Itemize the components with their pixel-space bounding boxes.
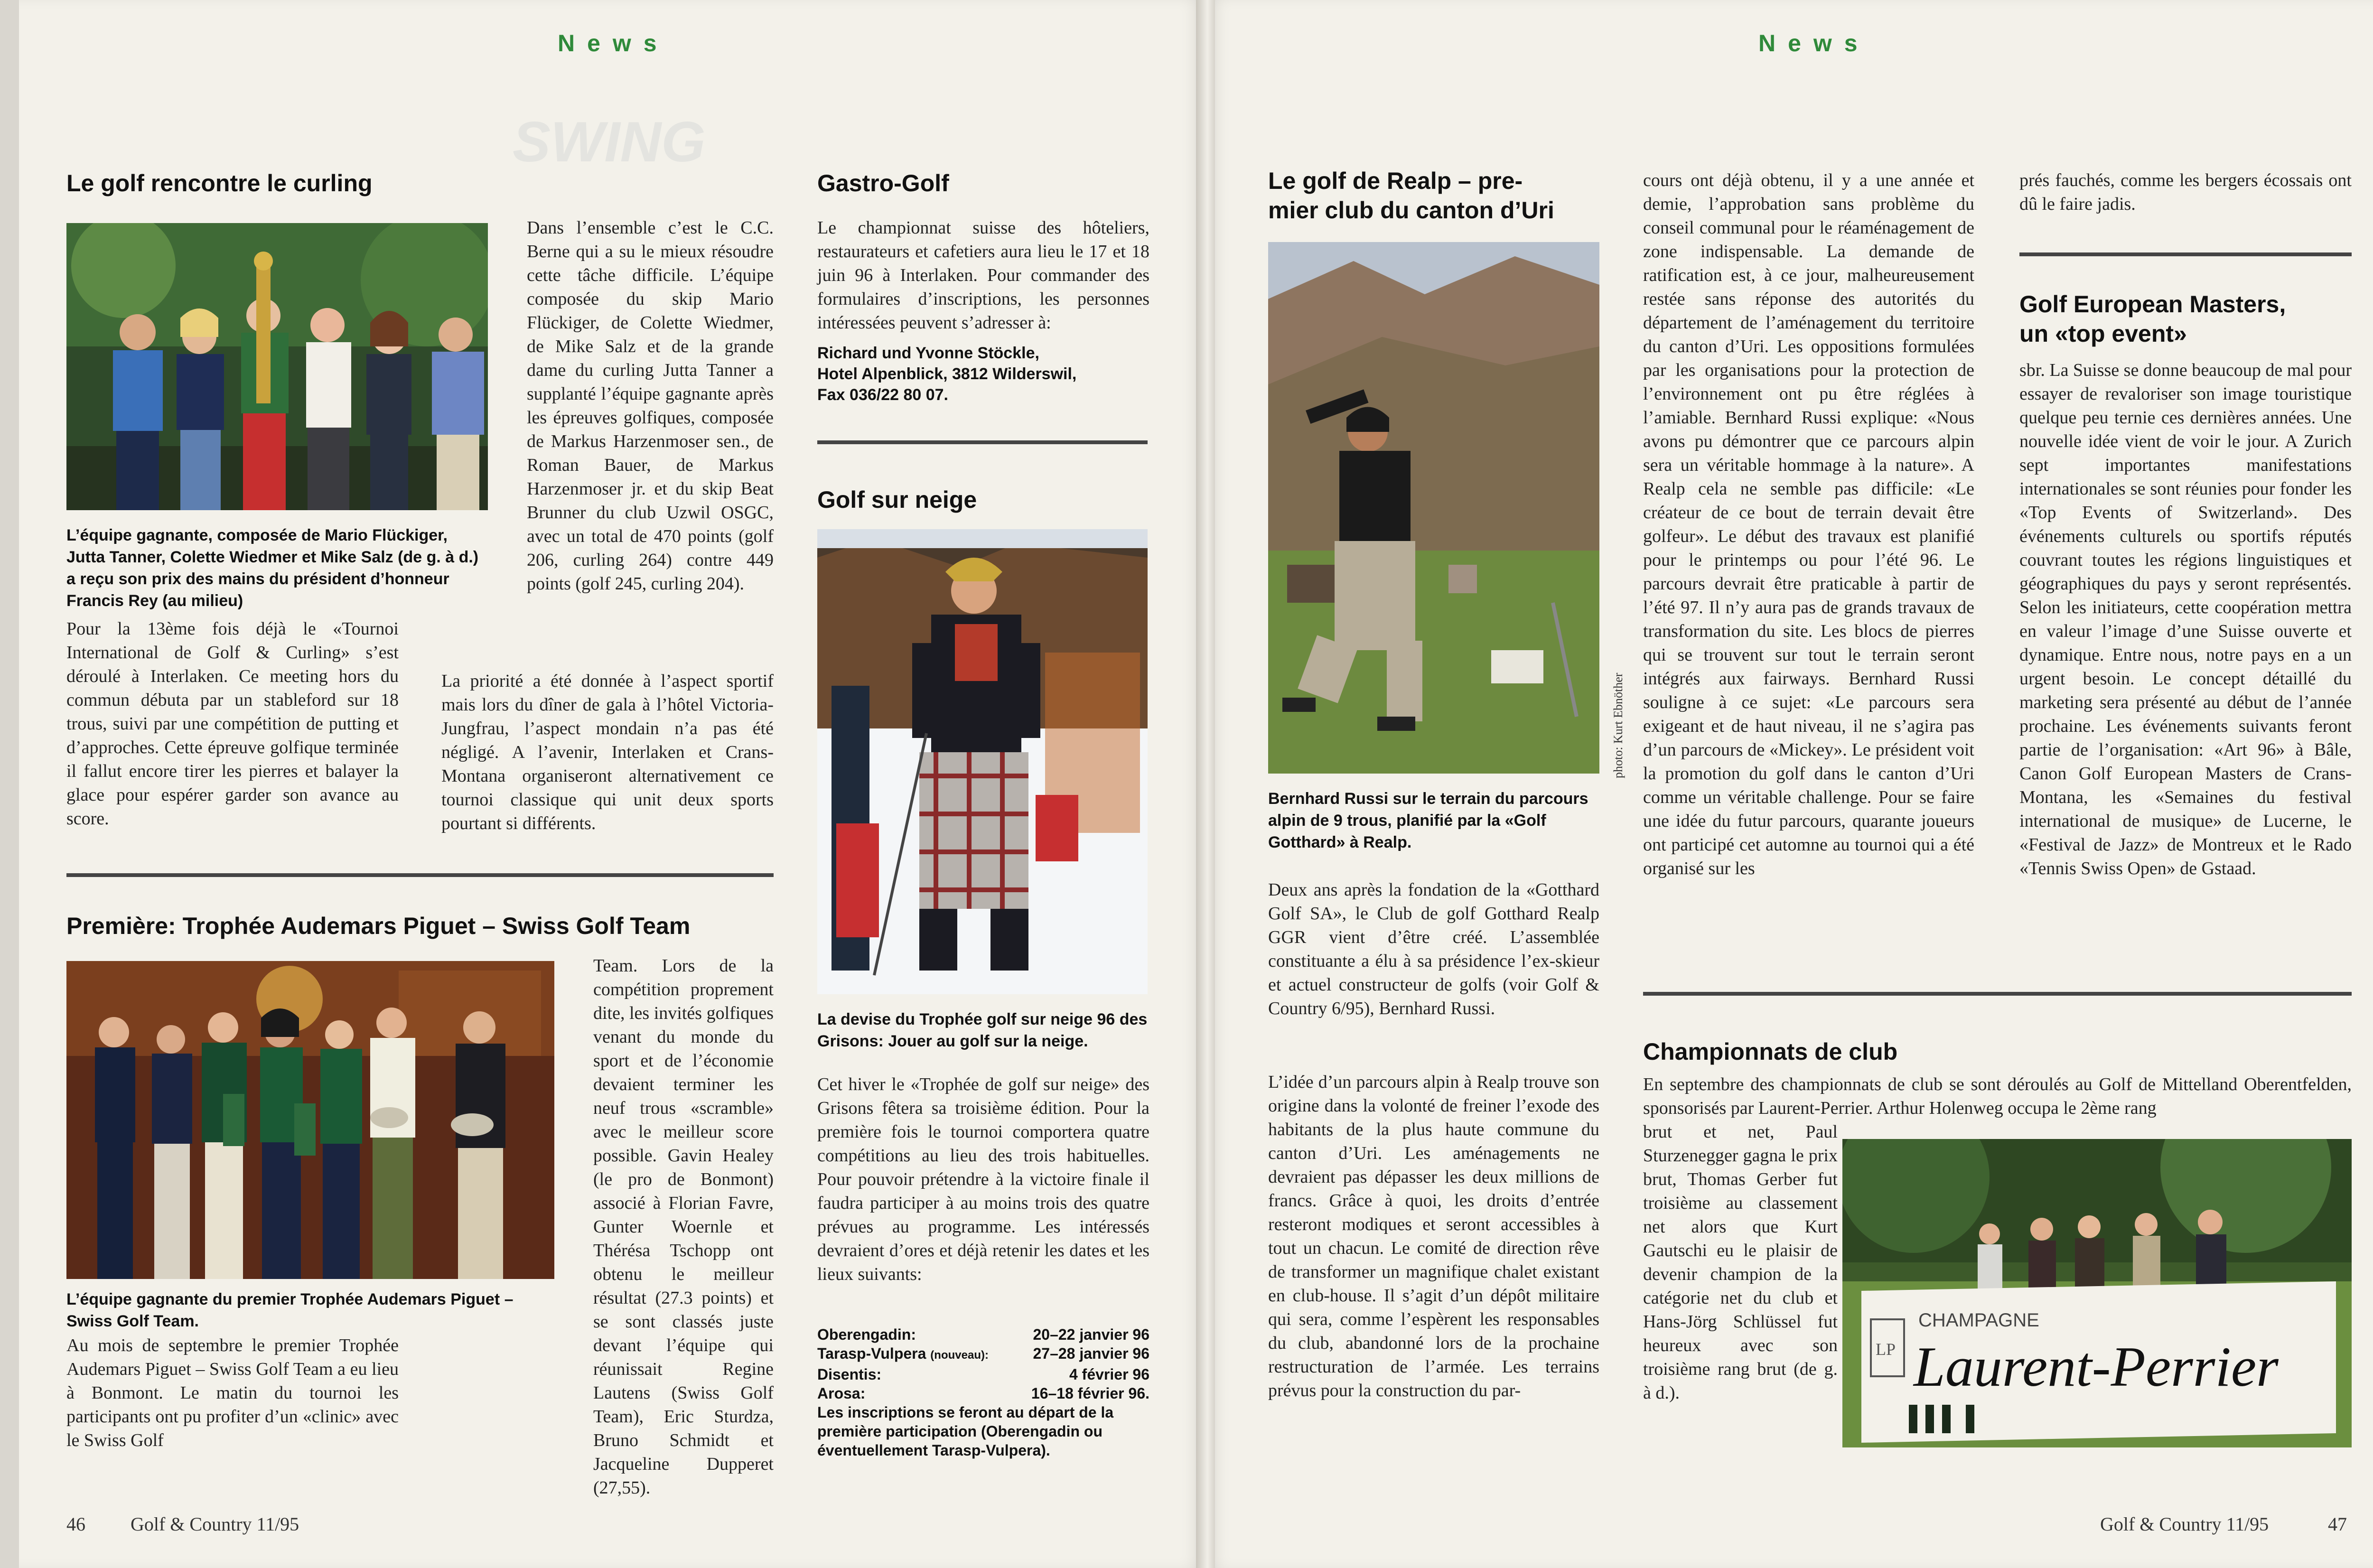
- gastro-text: Le championnat suisse des hôteliers, restaurateurs et cafetiers aura lieu le 17 et 18 juin 96 à Interlaken. Pour commander des formulaires d’inscriptions, les personnes intéressées peuvent s’adresser à:: [817, 218, 1149, 333]
- banner-monogram: LP: [1876, 1340, 1896, 1359]
- audemars-team-photo: [66, 961, 554, 1279]
- address-line: Richard und Yvonne Stöckle,: [817, 344, 1039, 362]
- realp-text-col1b: L’idée d’un parcours alpin à Realp trouve son origine dans la volonté de freiner l’exode des habitants de la plus haute commune du canton d’Uri. Les aménagements ne devraient pas dépasser les deux millions de francs. Grâce à quoi, les droits d’entrée resteront modiques et seront accessibles à tout un chacun. Le comité de direction rêve de transformer un magnifique chalet existant en club-house. Il s’agit d’un dépôt militaire qui sera, comme l’espèrent les responsables du club, abandonné lors de la prochaine restructuration de l’armée. Les terrains prévus pour la construction du par-: [1268, 1072, 1599, 1400]
- title-line: Golf European Masters,: [2019, 291, 2286, 317]
- schedule-place: Disentis:: [817, 1366, 882, 1383]
- realp-caption: Bernhard Russi sur le terrain du parcours alpin de 9 trous, planifié par la «Golf Gotthard» à Realp.: [1268, 790, 1588, 851]
- page-number-left: 46: [66, 1513, 85, 1535]
- gastro-title: Gastro-Golf: [817, 170, 949, 196]
- schedule-date: 16–18 février 96.: [1031, 1385, 1149, 1402]
- magazine-footer-right: Golf & Country 11/95: [2100, 1513, 2269, 1535]
- neige-schedule: [817, 1325, 1149, 1460]
- divider-rule: [66, 873, 774, 877]
- banner-brand: Laurent-Perrier: [1914, 1335, 2279, 1398]
- schedule-date: 27–28 janvier 96: [1033, 1345, 1149, 1362]
- audemars-title: Première: Trophée Audemars Piguet – Swiss Golf Team: [66, 913, 691, 939]
- banner-champagne: CHAMPAGNE: [1918, 1310, 2039, 1331]
- club-text-narrow: brut et net, Paul Sturzenegger gagna le prix brut, Thomas Gerber fut troisième au classement net alors que Kurt Gautschi eu le plaisir de devenir champion de la catégorie net du club et Hans-Jörg Schlüssel fut heureux avec son troisième rang brut (de g. à d.).: [1643, 1122, 1838, 1403]
- schedule-row: [817, 1384, 1149, 1403]
- curling-text-col2a: Dans l’ensemble c’est le C.C. Berne qui a su le mieux résoudre cette tâche difficile. L’équipe composée du skip Mario Flückiger, de Colette Wiedmer, de Mike Salz et de la grande dame du curling Jutta Tanner a supplanté l’équipe gagnante après les épreuves golfiques, composée de Markus Harzenmoser sen., de Roman Bauer, de Markus Harzenmoser jr. et du skip Beat Brunner du club Uzwil OSGC, avec un total de 470 points (golf 206, curling 264) contre 449 points (golf 245, curling 204).: [527, 218, 774, 594]
- schedule-row: [817, 1325, 1149, 1344]
- curling-team-photo: [66, 223, 488, 510]
- realp-text-col1a: Deux ans après la fondation de la «Gotthard Golf SA», le Club de golf Gotthard Realp GGR vient d’être créé. L’assemblée constituante a élu à sa présidence l’ex-skieur et actuel constructeur de golfs (voir Golf & Country 6/95), Bernhard Russi.: [1268, 880, 1599, 1018]
- realp-text-col2: cours ont déjà obtenu, il y a une année et demie, l’approbation sans problème du conseil communal pour le réaménagement de zone indispensable. La demande de ratification est, à ce jour, malheureusement restée sans réponse des autorités du département de l’aménagement du territoire du canton d’Uri. Les oppositions formulées par les organisations pour la protection de l’environnement ont pu être réglées à l’amiable. Bernhard Russi explique: «Nous avons pu démontrer que ce parcours alpin sera un véritable hommage à la nature». A Realp cela ne semble pas difficile: «Le créateur de ce bout de terrain devait être golfeur». Le début des travaux est planifié pour le printemps ou pour l’été 96. Le parcours devrait être praticable à partir de l’été 97. Il n’y aura pas de grands travaux de transformation du site. Les blocs de pierres qui se trouvent sur tout le terrain seront intégrés aux fairways. Bernhard Russi souligne à ce sujet: «Le parcours sera exigeant et de haut niveau, il ne s’agira pas d’un parcours de «Mickey». Le président voit la promotion du golf dans le canton d’Uri comme un véritable challenge. Pour se faire une idée du futur parcours, quarante joueurs ont participé cet automne au tournoi qui a été organisé sur les: [1643, 170, 1974, 878]
- schedule-date: 20–22 janvier 96: [1033, 1326, 1149, 1343]
- audemars-text-col1: Au mois de septembre le premier Trophée Audemars Piguet – Swiss Golf Team a eu lieu à Bonmont. Le matin du tournoi les participants ont pu profiter d’un «clinic» avec le Swiss Golf: [66, 1335, 399, 1450]
- schedule-note: (nouveau):: [930, 1349, 989, 1362]
- gastro-address: [817, 343, 1159, 405]
- curling-text-col2b: La priorité a été donnée à l’aspect sportif mais lors du dîner de gala à l’hôtel Victoria-Jungfrau, l’aspect mondain n’a pas été négligé. A l’avenir, Interlaken et Crans-Montana organiseront alternativement ce tournoi classique qui unit deux sports pourtant si différents.: [441, 671, 774, 833]
- schedule-footnote: Les inscriptions se feront au départ de la première participation (Oberengadin ou éventuellement Tarasp-Vulpera).: [817, 1404, 1114, 1459]
- realp-golfer-photo: [1268, 242, 1599, 774]
- audemars-caption: L’équipe gagnante du premier Trophée Audemars Piguet – Swiss Golf Team.: [66, 1290, 514, 1330]
- schedule-place: Tarasp-Vulpera: [817, 1345, 926, 1362]
- page-number-right: 47: [2328, 1513, 2347, 1535]
- divider-rule: [1643, 992, 2352, 996]
- club-title: Championnats de club: [1643, 1038, 1898, 1065]
- schedule-place: Oberengadin:: [817, 1326, 916, 1343]
- neige-caption: La devise du Trophée golf sur neige 96 des Grisons: Jouer au golf sur la neige.: [817, 1010, 1148, 1050]
- news-label-right: [1758, 29, 1870, 72]
- curling-text-col1: Pour la 13ème fois déjà le «Tournoi International de Golf & Curling» s’est déroulé à Interlaken. Ce meeting hors du commun débuta par un stableford sur 18 trous, suivi par une compétition de putting et d’approches. Cette épreuve golfique terminée il fallut encore tirer les pierres et balayer la glace pour espérer garder son avance au score.: [66, 619, 399, 829]
- realp-title: [1268, 166, 1610, 225]
- curling-title: Le golf rencontre le curling: [66, 170, 373, 196]
- club-text-full: En septembre des championnats de club se sont déroulés au Golf de Mittelland Oberentfelden, sponsorisés par Laurent-Perrier. Arthur Holenweg occupa le 2ème rang: [1643, 1074, 2352, 1118]
- realp-text-col3: prés fauchés, comme les bergers écossais ont dû le faire jadis.: [2019, 170, 2352, 214]
- title-line: mier club du canton d’Uri: [1268, 197, 1554, 224]
- club-champions-photo: [1842, 1139, 2352, 1447]
- divider-rule: [2019, 252, 2352, 256]
- neige-title: Golf sur neige: [817, 486, 977, 513]
- schedule-row: [817, 1344, 1149, 1365]
- page-gutter: [1196, 0, 1215, 1568]
- show-through-text: SWING: [513, 110, 706, 174]
- divider-rule: [817, 440, 1148, 444]
- address-line: Fax 036/22 80 07.: [817, 386, 949, 404]
- schedule-row: [817, 1365, 1149, 1384]
- schedule-date: 4 février 96: [1069, 1366, 1149, 1383]
- curling-caption: L’équipe gagnante, composée de Mario Flückiger, Jutta Tanner, Colette Wiedmer et Mike Salz (de g. à d.) a reçu son prix des mains du président d’honneur Francis Rey (au milieu): [66, 526, 479, 610]
- title-line: un «top event»: [2019, 320, 2187, 347]
- snow-golfer-photo: [817, 529, 1148, 994]
- news-label-text: News: [1758, 30, 1870, 56]
- news-label-text: News: [558, 30, 669, 56]
- masters-title: [2019, 289, 2361, 348]
- schedule-place: Arosa:: [817, 1385, 866, 1402]
- title-line: Le golf de Realp – pre-: [1268, 168, 1523, 194]
- photo-credit: photo: Kurt Ebnöther: [1611, 672, 1625, 778]
- masters-text: sbr. La Suisse se donne beaucoup de mal pour essayer de revaloriser son image touristique quelque peu ternie ces dernières années. Une nouvelle idée vient de voir le jour. A Zurich sept importantes manifestations internationales se sont réunies pour fonder les «Top Events of Switzerland». Des événements culturels ou sportifs réputés couvrant toutes les régions linguistiques et géographiques du pays y seront représentés. Selon les initiateurs, cette coopération mettra en valeur l’image d’une Suisse ouverte et dynamique. Entre nous, notre pays en a un urgent besoin. Le concept détaillé du marketing sera présenté au début de l’année prochaine. Les événements suivants feront partie de l’organisation: «Art 96» à Bâle, Canon Golf European Masters de Crans-Montana, les «Semaines du festival international de musique» de Lucerne, le «Festival de Jazz» de Montreux et le Rado «Tennis Swiss Open» de Gstaad.: [2019, 360, 2352, 878]
- neige-text: Cet hiver le «Trophée de golf sur neige» des Grisons fêtera sa troisième édition. Pour la première fois le tournoi comportera quatre compétitions au lieu des trois habituelles. Pour pouvoir prétendre à la victoire finale il faudra participer à au moins trois des quatre prévues au programme. Les intéressés devraient d’ores et déjà retenir les dates et les lieux suivants:: [817, 1074, 1149, 1284]
- news-label-left: [558, 29, 669, 72]
- address-line: Hotel Alpenblick, 3812 Wilderswil,: [817, 365, 1077, 383]
- audemars-text-col2: Team. Lors de la compétition proprement dite, les invités golfiques venant du monde du sport et de l’économie devaient terminer les neuf trous «scramble» avec le meilleur score possible. Gavin Healey (le pro de Bonmont) associé à Florian Favre, Gunter Woernle et Thérésa Tschopp ont obtenu le meilleur résultat (27.3 points) et se sont classés juste devant l’équipe qui réunissait Regine Lautens (Swiss Golf Team), Eric Sturdza, Bruno Schmidt et Jacqueline Dupperet (27,55).: [593, 956, 774, 1498]
- magazine-footer-left: Golf & Country 11/95: [131, 1513, 299, 1535]
